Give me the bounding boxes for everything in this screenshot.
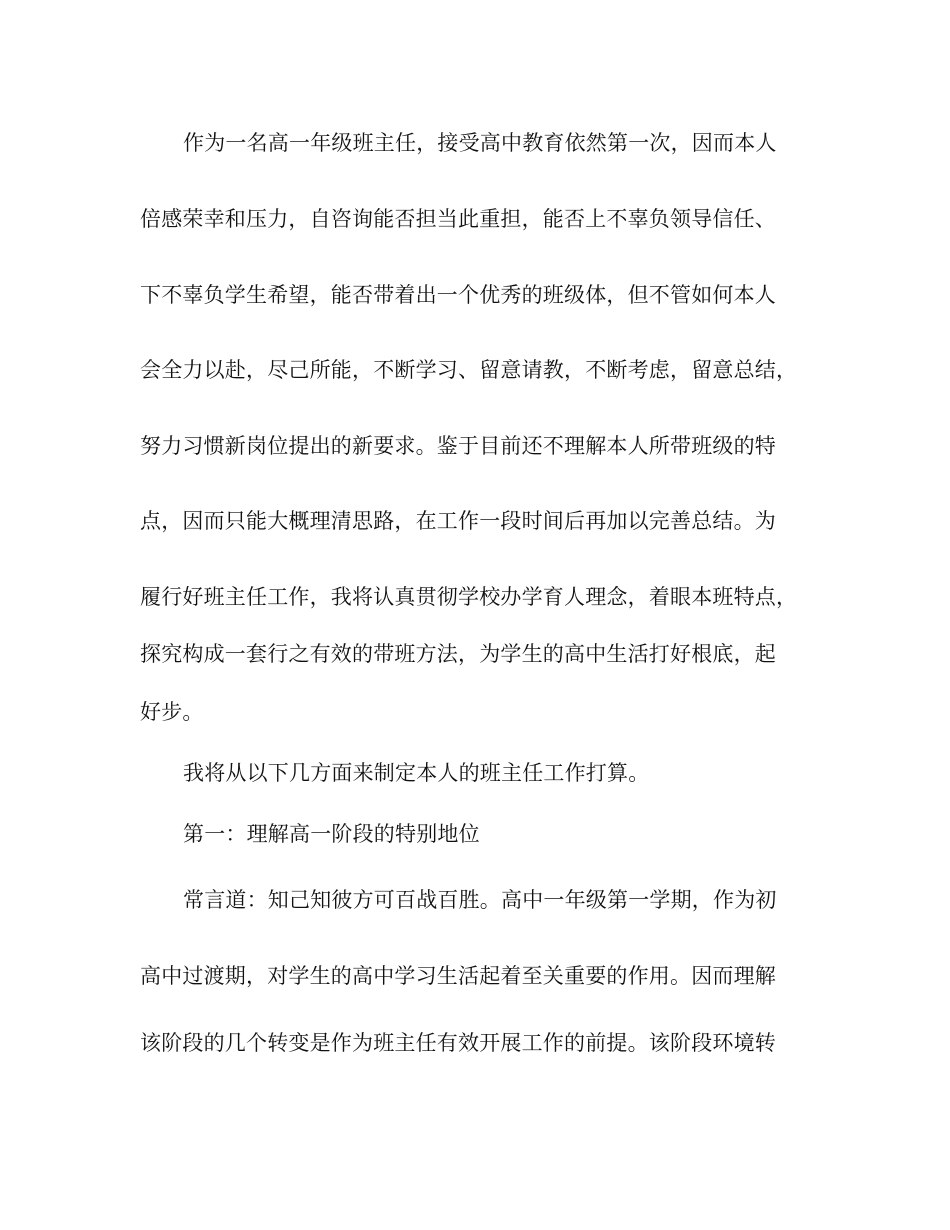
paragraph-1-line-2: 倍感荣幸和压力，自咨询能否担当此重担，能否上不辜负领导信任、: [140, 207, 776, 231]
paragraph-1-line-5: 努力习惯新岗位提出的新要求。鉴于目前还不理解本人所带班级的特: [140, 434, 776, 458]
paragraph-3-line-1: 常言道：知己知彼方可百战百胜。高中一年级第一学期，作为初: [183, 888, 777, 912]
paragraph-1-line-8: 探究构成一套行之有效的带班方法，为学生的高中生活打好根底，起: [140, 642, 776, 666]
paragraph-3-line-2: 高中过渡期，对学生的高中学习生活起着至关重要的作用。因而理解: [140, 964, 776, 988]
section-heading-1: 第一：理解高一阶段的特别地位: [183, 822, 480, 846]
paragraph-1-line-7: 履行好班主任工作，我将认真贯彻学校办学育人理念，着眼本班特点，: [140, 585, 798, 609]
paragraph-1-line-9: 好步。: [140, 700, 204, 724]
paragraph-3-line-3: 该阶段的几个转变是作为班主任有效开展工作的前提。该阶段环境转: [140, 1031, 776, 1055]
paragraph-2: 我将从以下几方面来制定本人的班主任工作打算。: [183, 761, 650, 785]
paragraph-1-line-1: 作为一名高一年级班主任，接受高中教育依然第一次，因而本人: [183, 131, 777, 155]
paragraph-1-line-6: 点，因而只能大概理清思路，在工作一段时间后再加以完善总结。为: [140, 509, 776, 533]
paragraph-1-line-3: 下不辜负学生希望，能否带着出一个优秀的班级体，但不管如何本人: [140, 283, 776, 307]
paragraph-1-line-4: 会全力以赴，尽己所能，不断学习、留意请教，不断考虑，留意总结，: [140, 358, 798, 382]
